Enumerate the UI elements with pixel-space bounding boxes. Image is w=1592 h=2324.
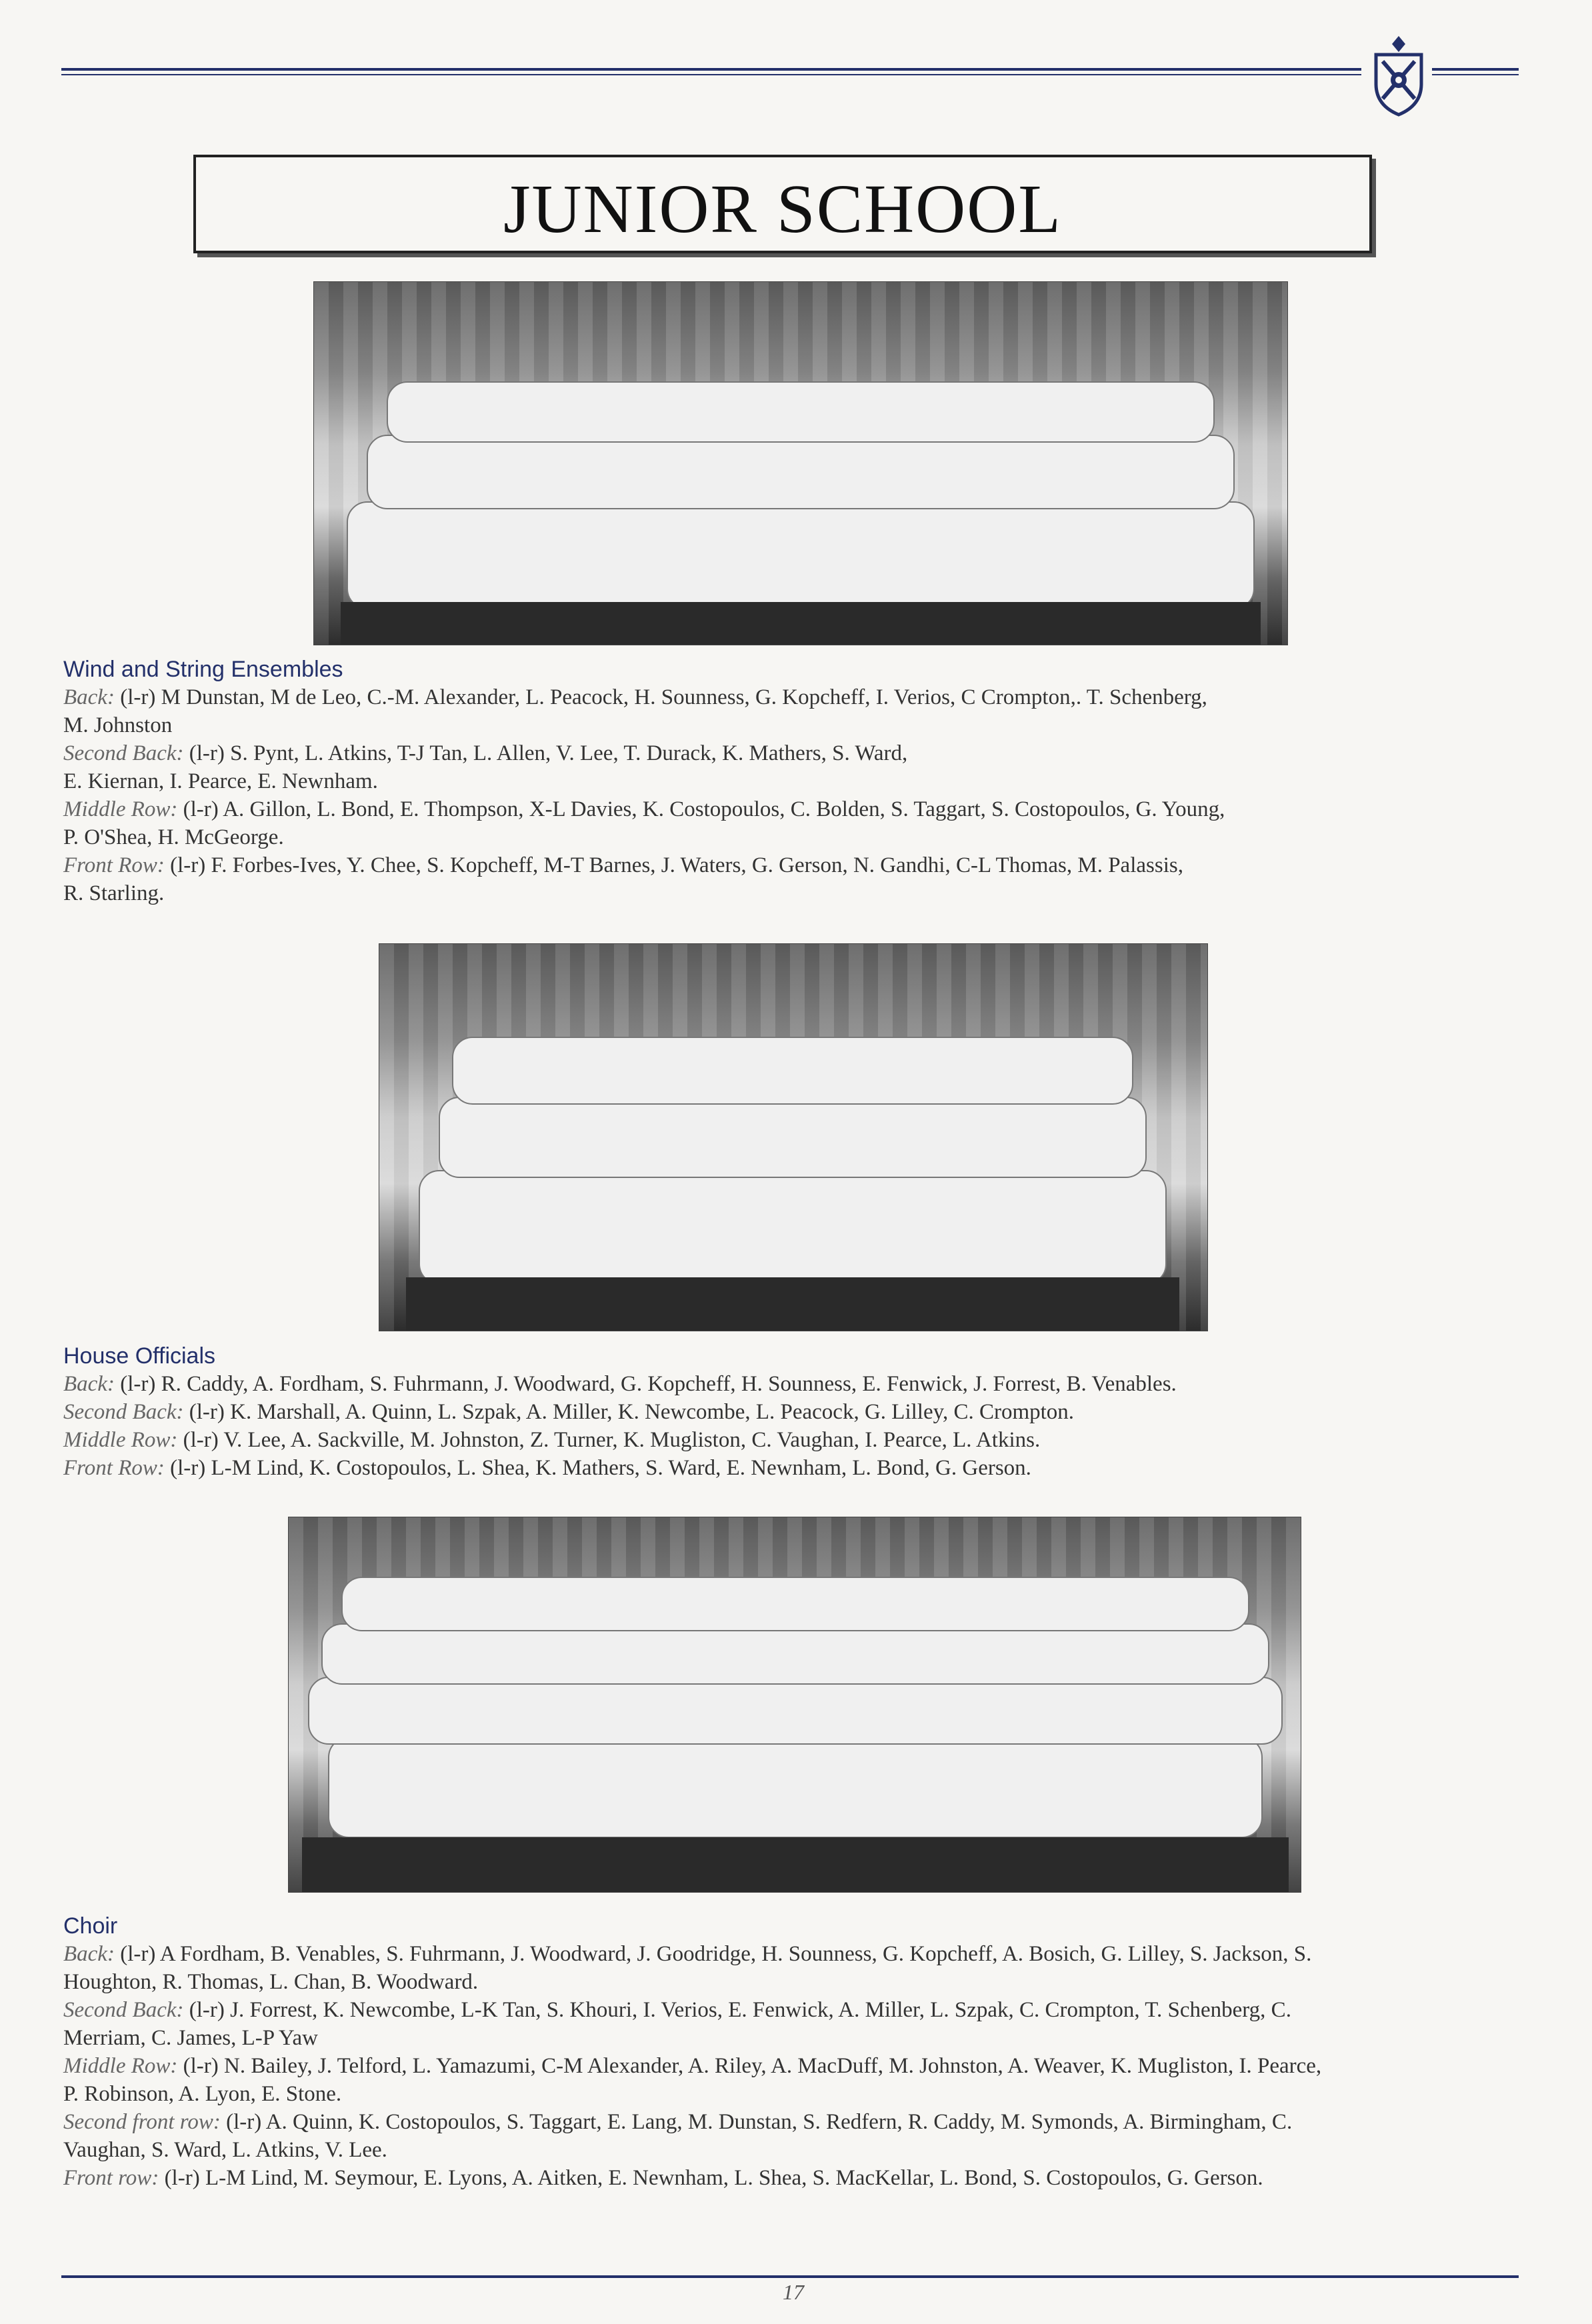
- caption-line: [63, 711, 1523, 739]
- row-label: Back:: [63, 685, 115, 709]
- group-photo-wind-string: [313, 281, 1288, 645]
- school-crest-icon: [1367, 32, 1431, 119]
- caption-line: [63, 2108, 1523, 2136]
- caption-line: [63, 2164, 1523, 2192]
- caption-line: [63, 2024, 1523, 2052]
- caption-line: [63, 1454, 1523, 1482]
- row-label: Front Row:: [63, 853, 165, 877]
- caption-line: [63, 1398, 1523, 1426]
- names-text: (l-r) K. Marshall, A. Quinn, L. Szpak, A. Miller, K. Newcombe, L. Peacock, G. Lilley, C. Crompton.: [183, 1400, 1075, 1424]
- section-heading: House Officials: [63, 1343, 216, 1369]
- caption-line: [63, 1996, 1523, 2024]
- caption-line: [63, 795, 1523, 823]
- row-label: Back:: [63, 1942, 115, 1966]
- names-text: (l-r) A Fordham, B. Venables, S. Fuhrmann, J. Woodward, J. Goodridge, H. Sounness, G. Kopcheff, A. Bosich, G. Lilley, S. Jackson, S.: [114, 1942, 1312, 1966]
- caption-line: [63, 1370, 1523, 1398]
- group-photo-house-officials: [379, 943, 1208, 1331]
- title-shadow: [1372, 159, 1376, 257]
- section-caption: [63, 1370, 1523, 1482]
- page-title: JUNIOR SCHOOL: [503, 171, 1062, 247]
- names-text: P. O'Shea, H. McGeorge.: [63, 825, 284, 849]
- row-label: Front Row:: [63, 1456, 165, 1480]
- names-text: Merriam, C. James, L-P Yaw: [63, 2026, 318, 2050]
- caption-line: [63, 2080, 1523, 2108]
- names-text: (l-r) A. Gillon, L. Bond, E. Thompson, X-L Davies, K. Costopoulos, C. Bolden, S. Taggart, S. Costopoulos, G. Young,: [177, 797, 1225, 821]
- names-text: (l-r) A. Quinn, K. Costopoulos, S. Taggart, E. Lang, M. Dunstan, S. Redfern, R. Caddy, M. Symonds, A. Birmingham, C.: [220, 2110, 1293, 2134]
- title-shadow: [197, 253, 1376, 257]
- names-text: Houghton, R. Thomas, L. Chan, B. Woodward.: [63, 1970, 479, 1994]
- page-number: 17: [783, 2280, 804, 2304]
- names-text: Vaughan, S. Ward, L. Atkins, V. Lee.: [63, 2138, 387, 2162]
- caption-line: [63, 1940, 1523, 1968]
- names-text: E. Kiernan, I. Pearce, E. Newnham.: [63, 769, 378, 793]
- names-text: (l-r) J. Forrest, K. Newcombe, L-K Tan, S. Khouri, I. Verios, E. Fenwick, A. Miller, L. Szpak, C. Crompton, T. Schenberg, C.: [183, 1998, 1291, 2022]
- caption-line: [63, 683, 1523, 711]
- group-photo-choir: [288, 1517, 1301, 1893]
- caption-line: [63, 767, 1523, 795]
- row-label: Second front row:: [63, 2110, 221, 2134]
- row-label: Back:: [63, 1372, 115, 1396]
- row-label: Second Back:: [63, 741, 184, 765]
- caption-line: [63, 1426, 1523, 1454]
- names-text: (l-r) F. Forbes-Ives, Y. Chee, S. Kopcheff, M-T Barnes, J. Waters, G. Gerson, N. Gandhi, C-L Thomas, M. Palassis,: [164, 853, 1183, 877]
- row-label: Middle Row:: [63, 1428, 178, 1452]
- caption-line: [63, 2136, 1523, 2164]
- row-label: Middle Row:: [63, 797, 178, 821]
- section-caption: [63, 683, 1523, 907]
- section-caption: [63, 1940, 1523, 2192]
- section-heading: Choir: [63, 1913, 118, 1939]
- names-text: (l-r) R. Caddy, A. Fordham, S. Fuhrmann, J. Woodward, G. Kopcheff, H. Sounness, E. Fenwick, J. Forrest, B. Venables.: [114, 1372, 1177, 1396]
- caption-line: [63, 851, 1523, 879]
- caption-line: [63, 739, 1523, 767]
- names-text: (l-r) L-M Lind, K. Costopoulos, L. Shea, K. Mathers, S. Ward, E. Newnham, L. Bond, G. Gerson.: [164, 1456, 1031, 1480]
- caption-line: [63, 823, 1523, 851]
- page-title-box: [193, 155, 1372, 253]
- header-rule-right: [1432, 67, 1519, 79]
- names-text: (l-r) L-M Lind, M. Seymour, E. Lyons, A. Aitken, E. Newnham, L. Shea, S. MacKellar, L. Bond, S. Costopoulos, G. Gerson.: [159, 2166, 1263, 2190]
- names-text: (l-r) M Dunstan, M de Leo, C.-M. Alexander, L. Peacock, H. Sounness, G. Kopcheff, I. Verios, C Crompton,. T. Schenberg,: [114, 685, 1207, 709]
- names-text: R. Starling.: [63, 881, 165, 905]
- row-label: Second Back:: [63, 1400, 184, 1424]
- row-label: Second Back:: [63, 1998, 184, 2022]
- row-label: Middle Row:: [63, 2054, 178, 2078]
- footer-rule: [61, 2275, 1519, 2278]
- row-label: Front row:: [63, 2166, 159, 2190]
- names-text: P. Robinson, A. Lyon, E. Stone.: [63, 2082, 342, 2106]
- names-text: (l-r) N. Bailey, J. Telford, L. Yamazumi, C-M Alexander, A. Riley, A. MacDuff, M. Johnston, A. Weaver, K. Mugliston, I. Pearce,: [177, 2054, 1322, 2078]
- caption-line: [63, 2052, 1523, 2080]
- names-text: M. Johnston: [63, 713, 173, 737]
- section-heading: Wind and String Ensembles: [63, 657, 343, 682]
- caption-line: [63, 1968, 1523, 1996]
- names-text: (l-r) S. Pynt, L. Atkins, T-J Tan, L. Allen, V. Lee, T. Durack, K. Mathers, S. Ward,: [183, 741, 908, 765]
- caption-line: [63, 879, 1523, 907]
- header-rule: [61, 67, 1361, 79]
- names-text: (l-r) V. Lee, A. Sackville, M. Johnston, Z. Turner, K. Mugliston, C. Vaughan, I. Pearce, L. Atkins.: [177, 1428, 1041, 1452]
